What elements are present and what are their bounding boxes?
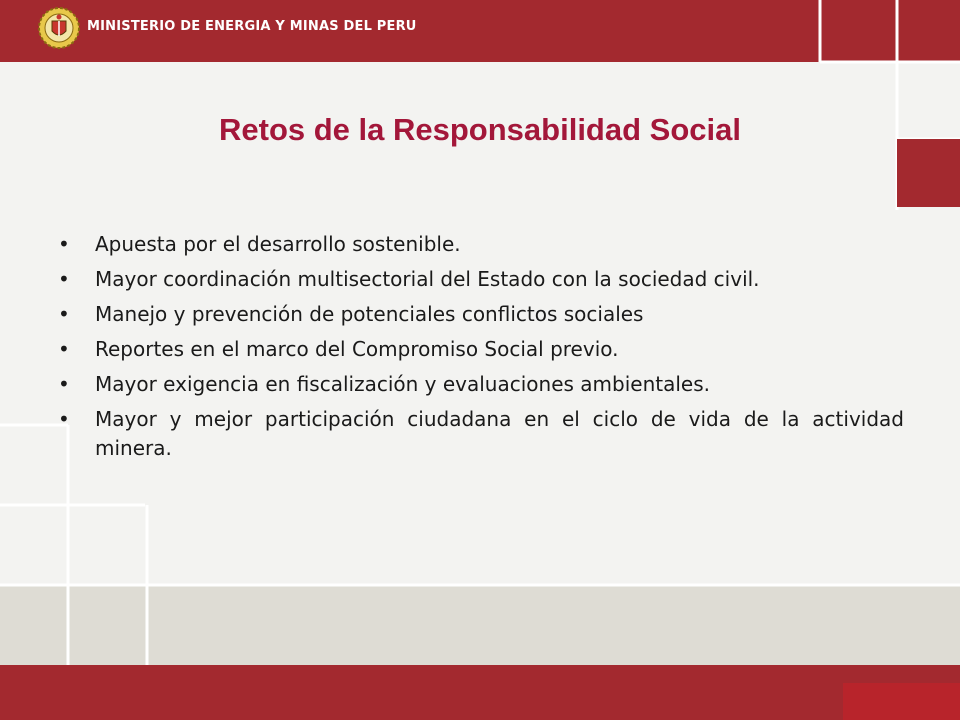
bullet-dot: • [58,267,70,291]
org-name: MINISTERIO DE ENERGIA Y MINAS DEL PERU [87,19,417,34]
bullet-item [58,370,904,399]
bullet-text: Apuesta por el desarrollo sostenible. [95,232,461,256]
bullet-item [58,265,904,294]
bullet-text: Mayor y mejor participación ciudadana en el ciclo de vida de la actividad minera. [95,407,904,460]
bullet-item [58,405,904,463]
bullet-dot: • [58,372,70,396]
slide-title: Retos de la Responsabilidad Social [219,112,741,147]
bullet-dot: • [58,407,70,431]
bullet-dot: • [58,302,70,326]
footer-bar [0,665,960,720]
bullet-item [58,300,904,329]
bullet-text: Reportes en el marco del Compromiso Social previo. [95,337,619,361]
bullet-item [58,230,904,259]
bullet-text: Manejo y prevención de potenciales conflictos sociales [95,302,644,326]
bullet-text: Mayor coordinación multisectorial del Estado con la sociedad civil. [95,267,760,291]
bullet-list [58,230,904,469]
bullet-dot: • [58,337,70,361]
bullet-text: Mayor exigencia en fiscalización y evaluaciones ambientales. [95,372,710,396]
bullet-item [58,335,904,364]
footer-accent-square [843,683,960,720]
bullet-dot: • [58,232,70,256]
